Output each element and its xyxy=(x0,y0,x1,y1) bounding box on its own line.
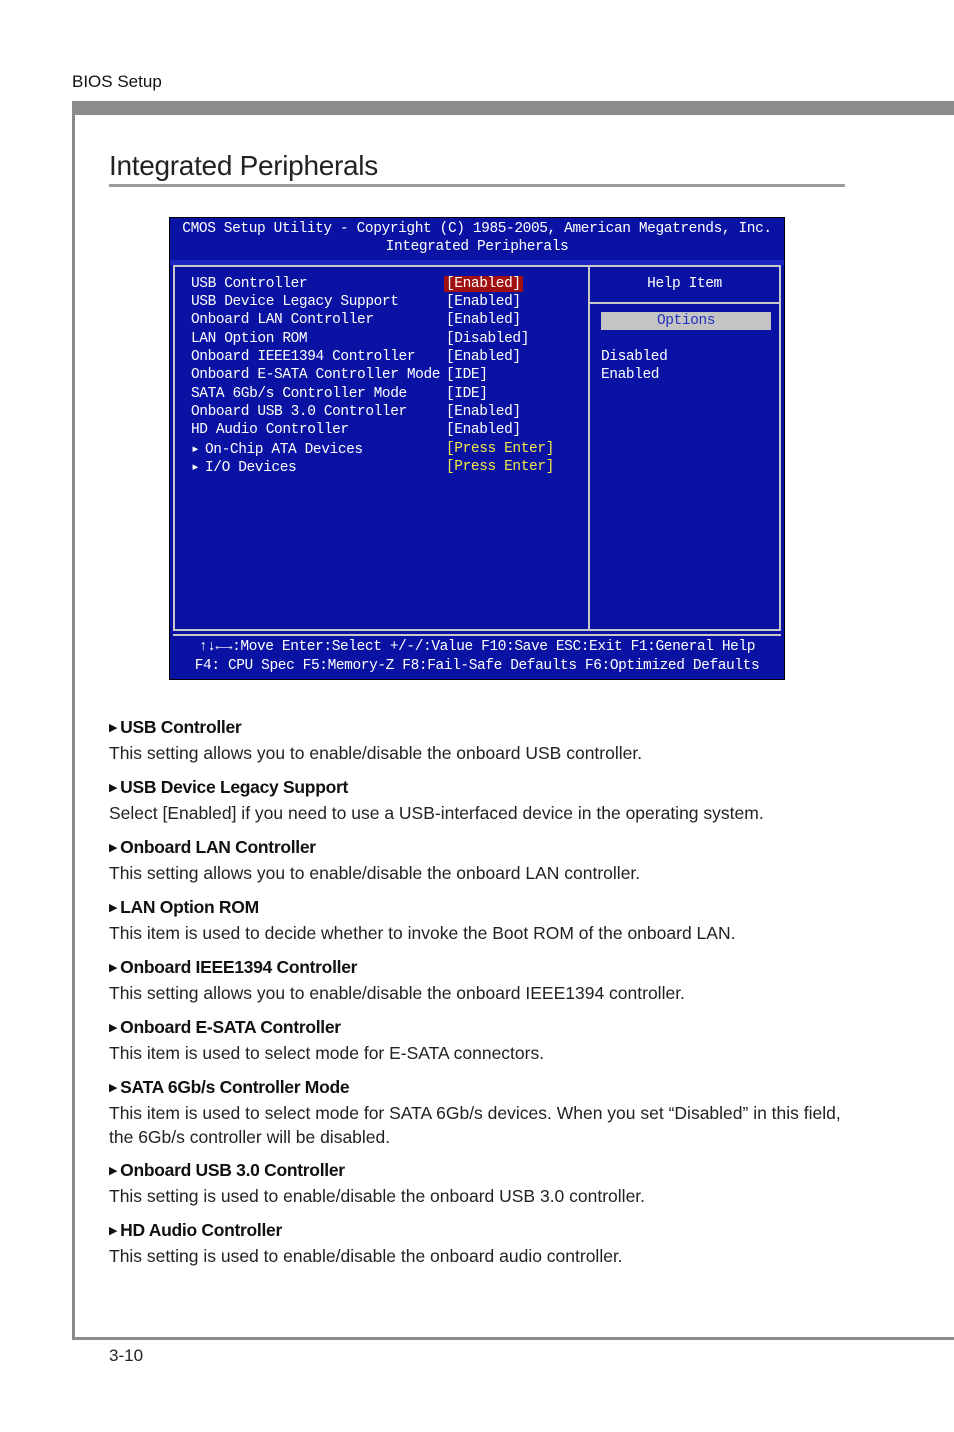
running-head: BIOS Setup xyxy=(72,72,162,91)
description-usb-legacy xyxy=(109,775,764,825)
description-title: Onboard LAN Controller xyxy=(120,837,316,857)
description-heading xyxy=(109,1015,544,1039)
bios-settings-list xyxy=(175,267,590,629)
setting-value[interactable]: [Disabled] xyxy=(446,331,530,347)
page-number: 3-10 xyxy=(109,1346,144,1365)
title-rule xyxy=(109,184,845,187)
bios-footer xyxy=(173,634,781,676)
triangle-bullet-icon: ▶ xyxy=(109,842,118,854)
bios-key-hints-1: ↑↓←→:Move Enter:Select +/-/:Value F10:Save ESC:Exit F1:General Help xyxy=(198,639,756,655)
description-heading xyxy=(109,955,685,979)
description-usb3 xyxy=(109,1158,645,1208)
description-title: USB Device Legacy Support xyxy=(120,777,349,797)
submenu-arrow-icon: ▸ xyxy=(191,460,200,476)
triangle-bullet-icon: ▶ xyxy=(109,782,118,794)
description-text: This item is used to select mode for SATA 6Gb/s devices. When you set “Disabled” in this field, the 6Gb/s controller will be disabled. xyxy=(109,1103,841,1147)
help-option: Disabled xyxy=(601,349,668,365)
setting-value-selected[interactable]: [Enabled] xyxy=(446,276,521,292)
description-title: Onboard IEEE1394 Controller xyxy=(120,957,358,977)
setting-label: Onboard USB 3.0 Controller xyxy=(191,404,407,420)
help-option: Enabled xyxy=(601,367,660,383)
help-separator xyxy=(590,302,779,304)
setting-value[interactable]: [Enabled] xyxy=(446,312,521,328)
description-text: This setting is used to enable/disable the onboard audio controller. xyxy=(109,1246,623,1266)
setting-label: Onboard IEEE1394 Controller xyxy=(191,349,416,365)
setting-label: USB Device Legacy Support xyxy=(191,294,399,310)
triangle-bullet-icon: ▶ xyxy=(109,1022,118,1034)
setting-label: USB Controller xyxy=(191,276,308,292)
top-rule xyxy=(72,101,954,115)
options-badge: Options xyxy=(601,312,771,330)
setting-label: Onboard E-SATA Controller Mode xyxy=(191,367,441,383)
setting-label: I/O Devices xyxy=(205,460,297,476)
description-lan-option-rom xyxy=(109,895,735,945)
description-title: SATA 6Gb/s Controller Mode xyxy=(120,1077,350,1097)
page-title: Integrated Peripherals xyxy=(109,150,378,181)
setting-value[interactable]: [Enabled] xyxy=(446,422,521,438)
description-hd-audio xyxy=(109,1218,623,1268)
triangle-bullet-icon: ▶ xyxy=(109,962,118,974)
description-heading xyxy=(109,775,764,799)
setting-label: On-Chip ATA Devices xyxy=(205,442,363,458)
bios-screenshot xyxy=(169,217,785,680)
description-title: LAN Option ROM xyxy=(120,897,259,917)
description-text: This setting allows you to enable/disable the onboard IEEE1394 controller. xyxy=(109,983,685,1003)
description-text: This setting allows you to enable/disable the onboard LAN controller. xyxy=(109,863,641,883)
description-heading xyxy=(109,895,735,919)
description-title: Onboard E-SATA Controller xyxy=(120,1017,341,1037)
submenu-label-wrap xyxy=(191,441,363,458)
description-sata6g xyxy=(109,1075,854,1149)
triangle-bullet-icon: ▶ xyxy=(109,722,118,734)
bios-key-hints-2: F4: CPU Spec F5:Memory-Z F8:Fail-Safe Defaults F6:Optimized Defaults xyxy=(194,658,760,674)
triangle-bullet-icon: ▶ xyxy=(109,1082,118,1094)
setting-value[interactable]: [Enabled] xyxy=(446,349,521,365)
description-title: USB Controller xyxy=(120,717,242,737)
bios-copyright: CMOS Setup Utility - Copyright (C) 1985-2005, American Megatrends, Inc. xyxy=(182,221,772,237)
triangle-bullet-icon: ▶ xyxy=(109,1225,118,1237)
submenu-value[interactable]: [Press Enter] xyxy=(446,459,554,475)
description-onboard-lan xyxy=(109,835,640,885)
bios-main-panel xyxy=(173,265,781,631)
description-title: Onboard USB 3.0 Controller xyxy=(120,1160,345,1180)
setting-label: Onboard LAN Controller xyxy=(191,312,374,328)
description-text: Select [Enabled] if you need to use a USB-interfaced device in the operating system. xyxy=(109,803,764,823)
description-heading xyxy=(109,1158,645,1182)
submenu-arrow-icon: ▸ xyxy=(191,442,200,458)
description-heading xyxy=(109,1218,623,1242)
setting-value[interactable]: [Enabled] xyxy=(446,294,521,310)
description-esata xyxy=(109,1015,544,1065)
bios-help-panel xyxy=(590,267,779,629)
description-text: This setting is used to enable/disable the onboard USB 3.0 controller. xyxy=(109,1186,646,1206)
description-heading xyxy=(109,1075,854,1099)
description-heading xyxy=(109,835,640,859)
bios-subtitle: Integrated Peripherals xyxy=(385,239,569,255)
description-title: HD Audio Controller xyxy=(120,1220,283,1240)
submenu-label-wrap xyxy=(191,459,296,476)
left-rule xyxy=(72,101,75,1339)
setting-value[interactable]: [Enabled] xyxy=(446,404,521,420)
triangle-bullet-icon: ▶ xyxy=(109,902,118,914)
setting-label: SATA 6Gb/s Controller Mode xyxy=(191,386,407,402)
description-text: This item is used to decide whether to invoke the Boot ROM of the onboard LAN. xyxy=(109,923,736,943)
bios-header xyxy=(170,218,784,260)
setting-label: HD Audio Controller xyxy=(191,422,349,438)
description-text: This setting allows you to enable/disable the onboard USB controller. xyxy=(109,743,643,763)
description-usb-controller xyxy=(109,715,642,765)
help-title: Help Item xyxy=(647,276,722,292)
bottom-rule xyxy=(72,1337,954,1340)
triangle-bullet-icon: ▶ xyxy=(109,1165,118,1177)
description-text: This item is used to select mode for E-SATA connectors. xyxy=(109,1043,545,1063)
setting-value[interactable]: [IDE] xyxy=(446,386,488,402)
setting-label: LAN Option ROM xyxy=(191,331,308,347)
description-heading xyxy=(109,715,642,739)
setting-value[interactable]: [IDE] xyxy=(446,367,488,383)
submenu-value[interactable]: [Press Enter] xyxy=(446,441,554,457)
description-ieee1394 xyxy=(109,955,685,1005)
